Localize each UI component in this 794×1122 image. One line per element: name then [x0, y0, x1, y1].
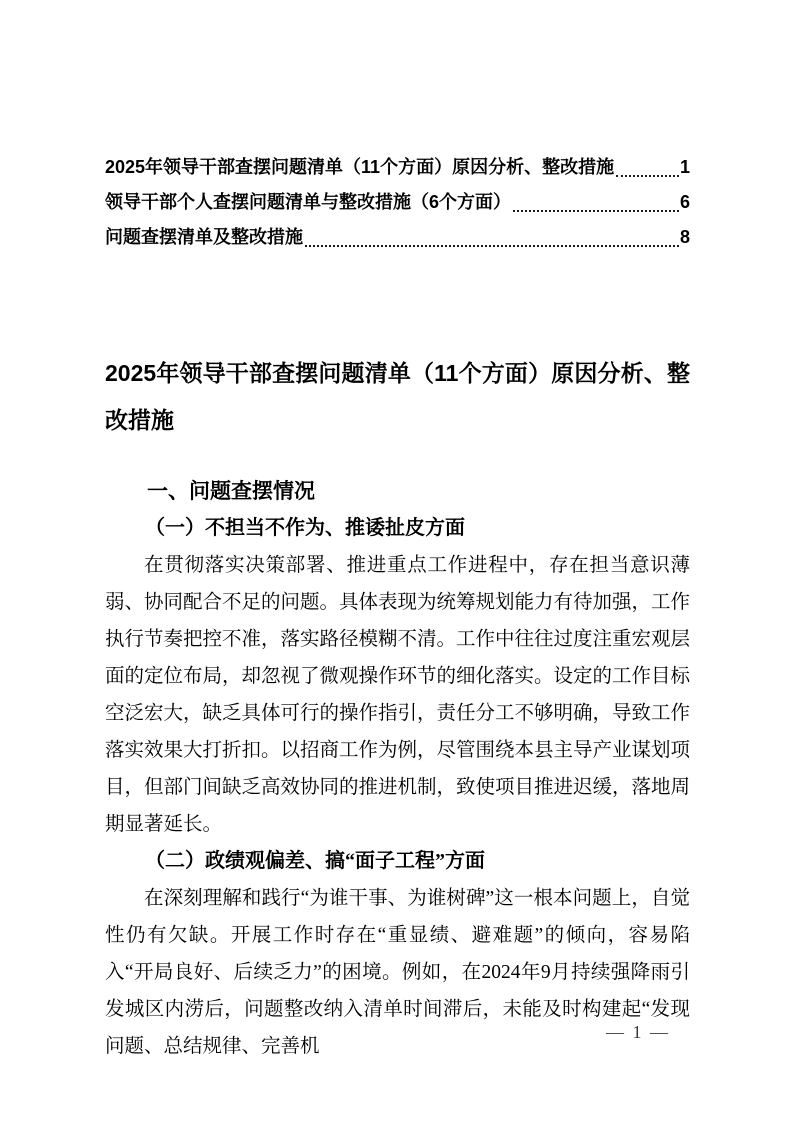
paragraph-2: 在深刻理解和践行“为谁干事、为谁树碑”这一根本问题上，自觉性仍有欠缺。开展工作时存在“重显绩、避难题”的倾向，容易陷入“开局良好、后续乏力”的困境。例如，在2024年9月持续强降雨引发城区内涝后，问题整改纳入清单时间滞后，未能及时构建起“发现问题、总结规律、完善机	[105, 888, 690, 1057]
toc-entry-label: 领导干部个人查摆问题清单与整改措施（6个方面）	[105, 192, 512, 212]
table-of-contents	[105, 150, 690, 255]
subsection-heading-2: （二）政绩观偏差、搞“面子工程”方面	[145, 850, 485, 872]
subsection-heading-1: （一）不担当不作为、推诿扯皮方面	[145, 517, 465, 539]
toc-entry-page: 6	[679, 192, 690, 212]
page-content	[105, 0, 690, 1065]
toc-entry-page: 8	[679, 227, 690, 247]
toc-entry[interactable]	[105, 185, 690, 220]
toc-entry-label: 问题查摆清单及整改措施	[105, 227, 303, 247]
toc-dot-leader	[616, 175, 679, 177]
page-number: — 1 —	[606, 1022, 670, 1042]
section-heading-1: 一、问题查摆情况	[147, 480, 315, 503]
toc-entry-page: 1	[679, 157, 690, 177]
toc-entry[interactable]	[105, 220, 690, 255]
toc-dot-leader	[305, 245, 679, 247]
toc-entry-label: 2025年领导干部查摆问题清单（11个方面）原因分析、整改措施	[105, 157, 615, 177]
paragraph-1: 在贯彻落实决策部署、推进重点工作进程中，存在担当意识薄弱、协同配合不足的问题。具体表现为统筹规划能力有待加强，工作执行节奏把控不准，落实路径模糊不清。工作中往往过度注重宏观层面的定位布局，却忽视了微观操作环节的细化落实。设定的工作目标空泛宏大，缺乏具体可行的操作指引，责任分工不够明确，导致工作落实效果大打折扣。以招商工作为例，尽管围绕本县主导产业谋划项目，但部门间缺乏高效协同的推进机制，致使项目推进迟缓，落地周期显著延长。	[105, 555, 691, 835]
toc-entry[interactable]	[105, 150, 690, 185]
document-title: 2025年领导干部查摆问题清单（11个方面）原因分析、整改措施	[105, 360, 690, 433]
toc-dot-leader	[513, 210, 679, 212]
